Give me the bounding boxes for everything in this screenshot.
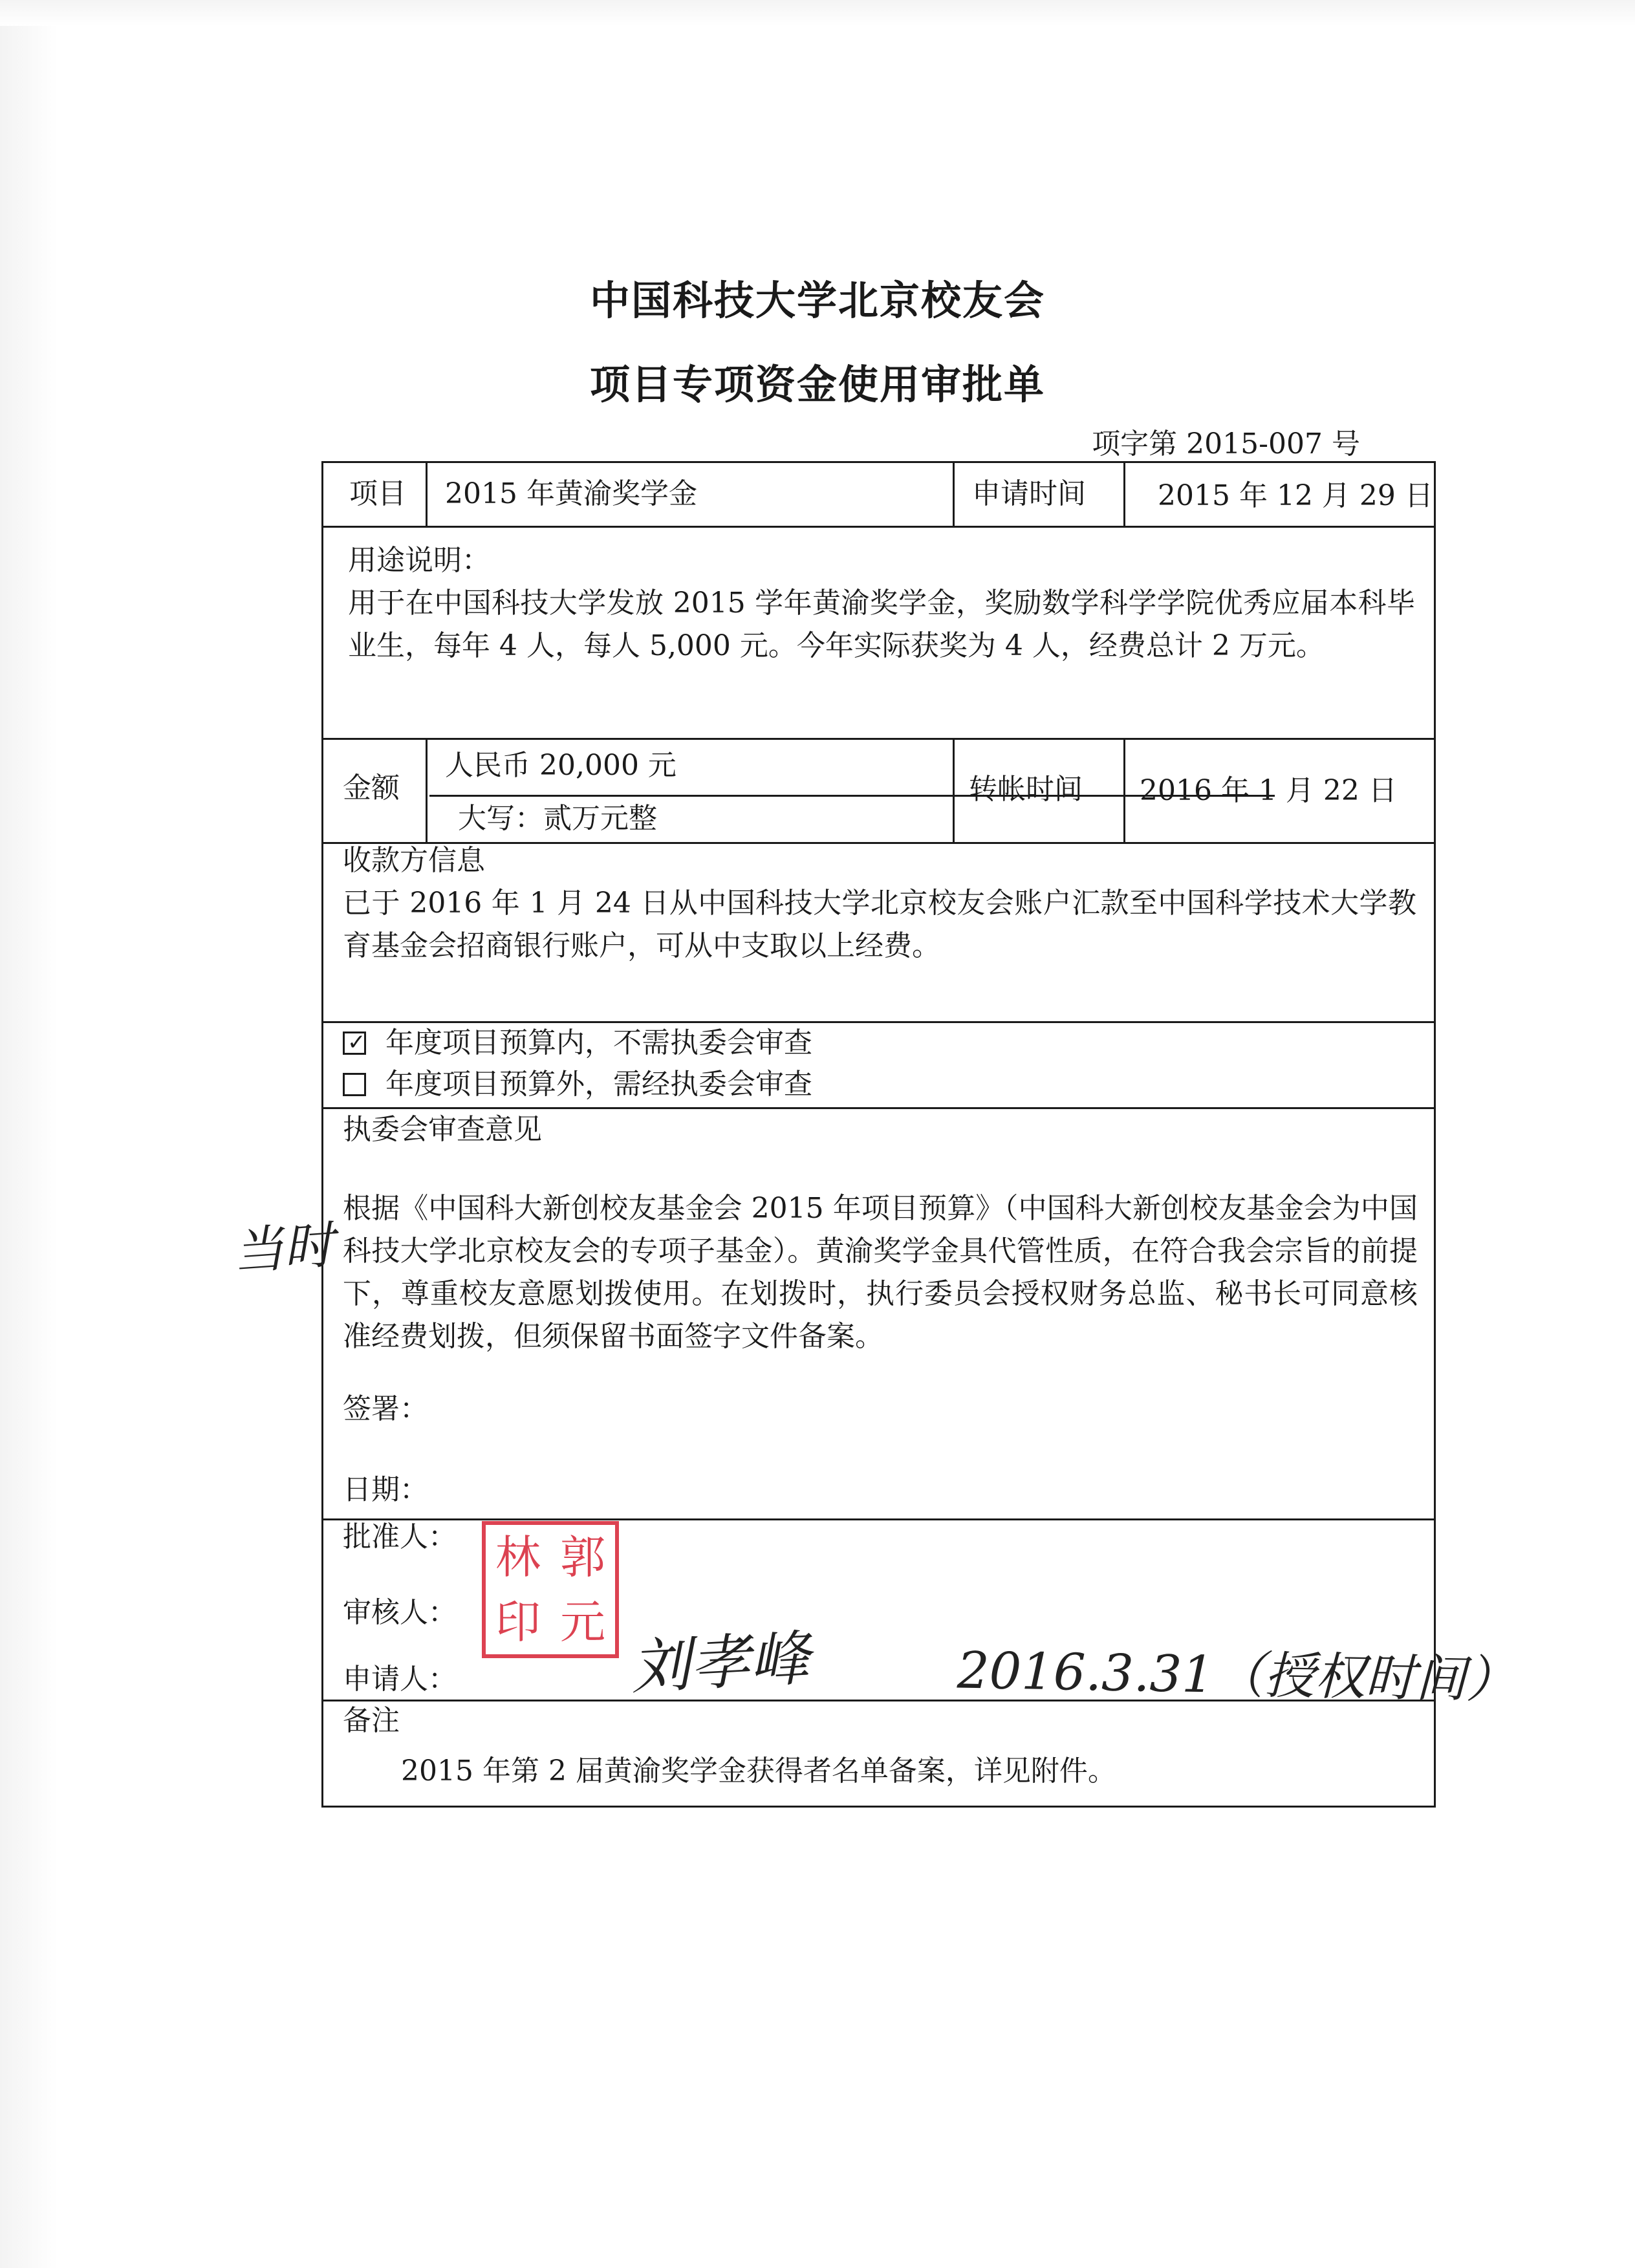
purpose-text: 用于在中国科技大学发放 2015 学年黄渝奖学金，奖励数学科学学院优秀应届本科毕业生，每年 4 人，每人 5,000 元。今年实际获奖为 4 人，经费总计 2 万元。 xyxy=(348,587,1415,662)
applicant-label: 申请人： xyxy=(343,1663,457,1696)
remarks-text: 2015 年第 2 届黄渝奖学金获得者名单备案，详见附件。 xyxy=(401,1755,1116,1787)
seal-char: 印 xyxy=(495,1595,541,1648)
sign-label: 签署： xyxy=(343,1392,428,1425)
col-divider xyxy=(1123,463,1125,526)
row-divider xyxy=(323,1518,1434,1520)
remarks-label: 备注 xyxy=(343,1704,400,1737)
col-divider xyxy=(426,463,428,526)
applicant-signature: 刘孝峰 xyxy=(629,1623,812,1703)
col-divider xyxy=(953,463,955,526)
seal-char: 元 xyxy=(560,1595,605,1648)
handwritten-margin-note: 当时 xyxy=(231,1216,336,1282)
col-divider xyxy=(426,738,428,842)
budget-option-in xyxy=(343,1022,812,1064)
auditor-label: 审核人： xyxy=(343,1596,457,1629)
check-icon: ✓ xyxy=(347,1030,366,1055)
budget-in-label: 年度项目预算内，不需执委会审查 xyxy=(385,1026,812,1059)
budget-out-checkbox[interactable] xyxy=(343,1073,366,1096)
document-title: 中国科技大学北京校友会 xyxy=(589,277,1045,324)
handwritten-date: 2016.3.31（授权时间） xyxy=(957,1641,1517,1710)
amount-label: 金额 xyxy=(343,772,400,805)
transfer-time-value: 2016 年 1 月 22 日 xyxy=(1140,774,1397,807)
red-seal-stamp xyxy=(482,1521,619,1658)
document-number: 项字第 2015-007 号 xyxy=(1092,427,1360,460)
payee-text: 已于 2016 年 1 月 24 日从中国科技大学北京校友会账户汇款至中国科学技术大学教育基金会招商银行账户，可从中支取以上经费。 xyxy=(343,887,1416,962)
document-subtitle: 项目专项资金使用审批单 xyxy=(589,361,1045,408)
seal-char: 郭 xyxy=(560,1531,605,1584)
apply-time-label: 申请时间 xyxy=(972,477,1086,510)
approver-label: 批准人： xyxy=(343,1520,457,1553)
amount-capital: 大写：贰万元整 xyxy=(458,802,657,835)
row-divider xyxy=(323,526,1434,528)
payee-label: 收款方信息 xyxy=(343,844,485,877)
purpose-label: 用途说明： xyxy=(348,544,490,577)
col-divider xyxy=(953,738,955,842)
col-divider xyxy=(1123,738,1125,842)
row-divider xyxy=(323,738,1434,740)
project-value: 2015 年黄渝奖学金 xyxy=(445,477,697,510)
amount-rmb: 人民币 20,000 元 xyxy=(445,749,677,782)
scan-edge xyxy=(0,0,58,2268)
date-label: 日期： xyxy=(343,1473,428,1506)
apply-time-value: 2015 年 12 月 29 日 xyxy=(1158,479,1433,512)
scan-fold xyxy=(0,0,1635,26)
review-label: 执委会审查意见 xyxy=(343,1113,542,1146)
project-label: 项目 xyxy=(349,477,406,510)
budget-in-checkbox[interactable] xyxy=(343,1031,366,1055)
review-text: 根据《中国科大新创校友基金会 2015 年项目预算》（中国科大新创校友基金会为中国科技大学北京校友会的专项子基金）。黄渝奖学金具代管性质，在符合我会宗旨的前提下，尊重校友意愿划拨使用。在划拨时，执行委员会授权财务总监、秘书长可同意核准经费划拨，但须保留书面签字文件备案。 xyxy=(343,1192,1418,1353)
transfer-time-label: 转帐时间 xyxy=(969,773,1083,806)
budget-option-out xyxy=(343,1063,812,1106)
row-divider xyxy=(323,842,1434,844)
budget-out-label: 年度项目预算外，需经执委会审查 xyxy=(385,1068,812,1101)
seal-char: 林 xyxy=(495,1531,541,1584)
